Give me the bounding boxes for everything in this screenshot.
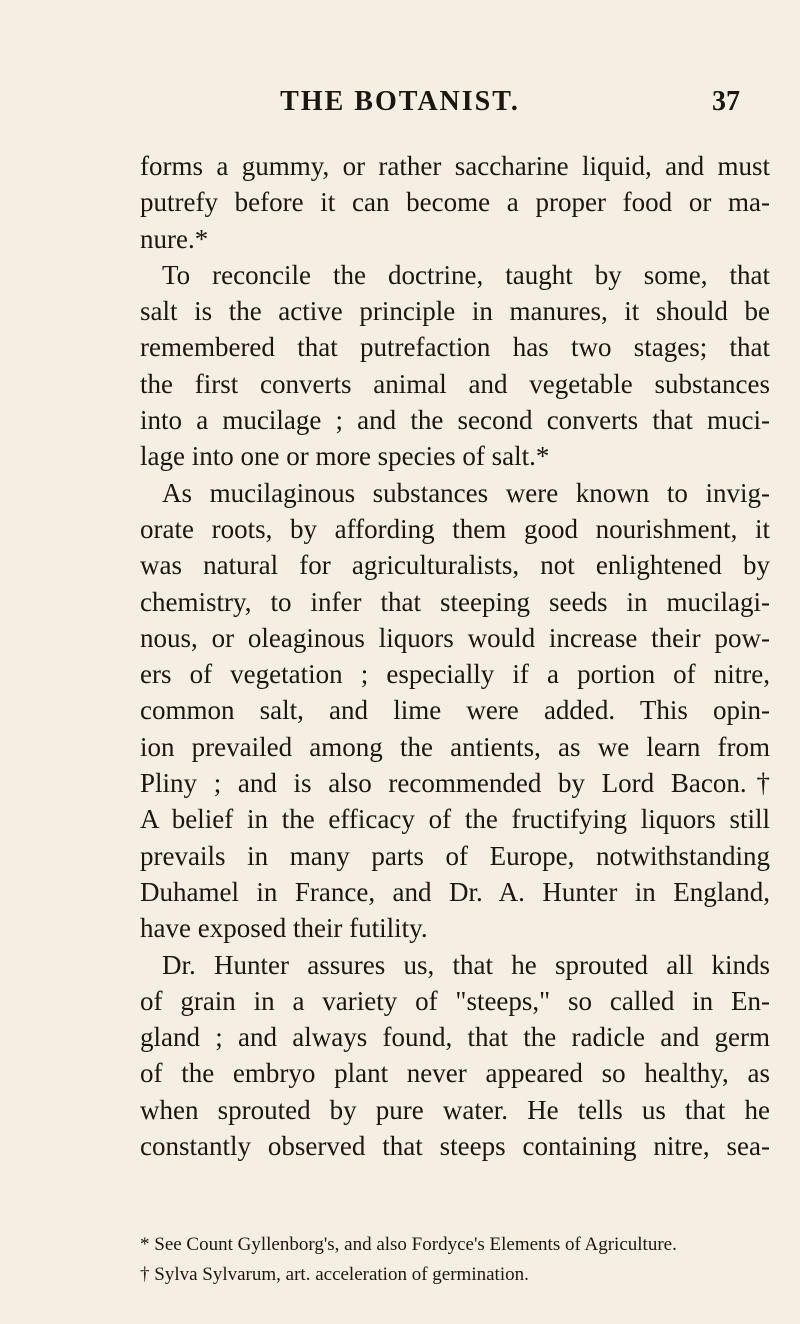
- text-line: constantly observed that steeps containing nitre, sea-: [140, 1131, 770, 1162]
- text-line: A belief in the efficacy of the fructifying liquors still: [140, 804, 770, 835]
- text-line: Duhamel in France, and Dr. A. Hunter in England,: [140, 876, 770, 907]
- body-text: [140, 148, 770, 1164]
- text-line: into a mucilage ; and the second converts that muci-: [140, 405, 770, 436]
- text-line: ion prevailed among the antients, as we learn from: [140, 731, 770, 762]
- text-line: forms a gummy, or rather saccharine liquid, and must: [140, 151, 770, 181]
- text-line: chemistry, to infer that steeping seeds in mucilagi-: [140, 586, 770, 617]
- text-line: ers of vegetation ; especially if a portion of nitre,: [140, 659, 770, 690]
- text-line: Dr. Hunter assures us, that he sprouted all kinds: [162, 949, 770, 980]
- page-number: 37: [712, 86, 740, 117]
- running-title: THE BOTANIST.: [280, 86, 520, 117]
- text-line: To reconcile the doctrine, taught by some, that: [162, 259, 770, 290]
- text-line: salt is the active principle in manures, it should be: [140, 296, 770, 327]
- text-line: of the embryo plant never appeared so healthy, as: [140, 1058, 770, 1089]
- footnote: * See Count Gyllenborg's, and also Fordyce's Elements of Agriculture.: [140, 1234, 677, 1255]
- text-line: of grain in a variety of "steeps," so called in En-: [140, 985, 770, 1016]
- text-line: putrefy before it can become a proper food or ma-: [140, 187, 770, 218]
- text-line: remembered that putrefaction has two stages; that: [140, 332, 770, 363]
- text-line: have exposed their futility.: [140, 913, 428, 944]
- page-header: [0, 86, 800, 126]
- text-line: nure.*: [140, 223, 209, 254]
- text-line: common salt, and lime were added. This opin-: [140, 695, 770, 726]
- text-line: was natural for agriculturalists, not enlightened by: [140, 550, 770, 581]
- text-line: when sprouted by pure water. He tells us that he: [140, 1094, 770, 1125]
- text-line: the first converts animal and vegetable substances: [140, 368, 770, 399]
- text-line: lage into one or more species of salt.*: [140, 441, 550, 472]
- text-line: Pliny ; and is also recommended by Lord Bacon.†: [140, 768, 770, 799]
- text-line: prevails in many parts of Europe, notwithstanding: [140, 840, 770, 871]
- footnotes: [140, 1230, 770, 1290]
- text-line: gland ; and always found, that the radicle and germ: [140, 1022, 770, 1053]
- text-line: nous, or oleaginous liquors would increase their pow-: [140, 622, 770, 653]
- footnote: † Sylva Sylvarum, art. acceleration of germination.: [140, 1264, 529, 1285]
- text-line: As mucilaginous substances were known to invig-: [162, 477, 770, 508]
- text-line: orate roots, by affording them good nourishment, it: [140, 513, 770, 544]
